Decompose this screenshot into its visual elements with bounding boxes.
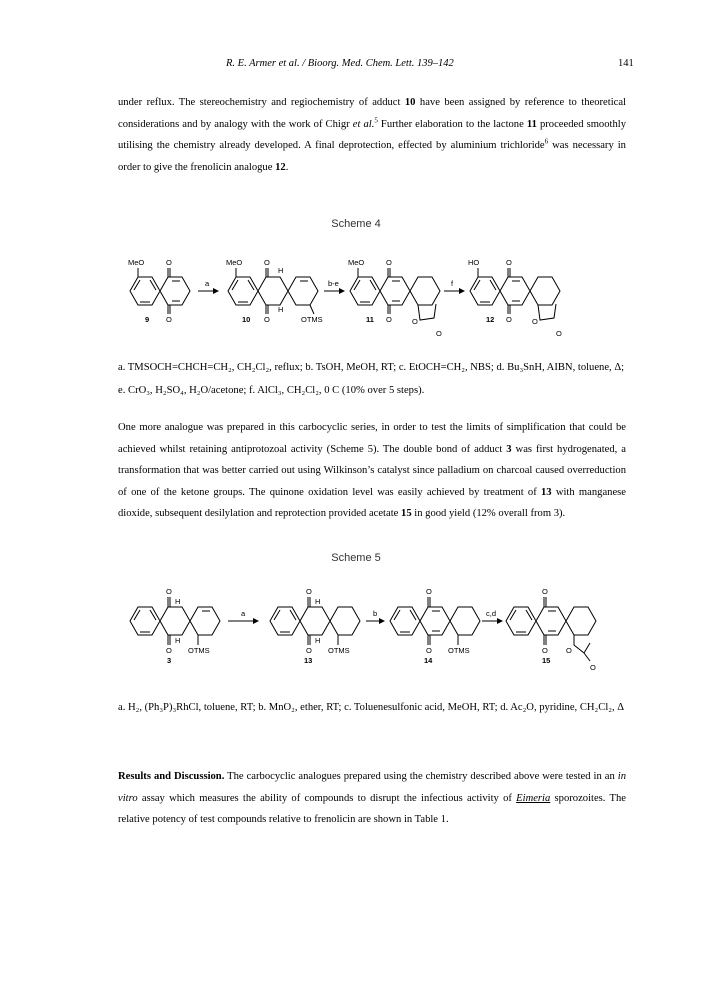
- label-11: 11: [366, 315, 374, 324]
- label-10: 10: [242, 315, 251, 324]
- label-o-14-bottom: O: [426, 646, 432, 655]
- label-o-13-top: O: [306, 587, 312, 596]
- arrow-label-a: a: [205, 279, 210, 288]
- label-h-10-bottom: H: [278, 305, 284, 314]
- label-9: 9: [145, 315, 150, 324]
- label-o-9-top: O: [166, 258, 172, 267]
- label-o-9-bottom: O: [166, 315, 172, 324]
- structure-12: [470, 268, 560, 320]
- label-14: 14: [424, 656, 433, 665]
- label-otms-10: OTMS: [301, 315, 323, 324]
- paragraph-intro: under reflux. The stereochemistry and regiochemistry of adduct 10 have been assigned by reference to theoretical considerations and by analogy with the work of Chigr et al.$^5$ Further elaboration to the lactone 11 proceeded smoothly utilising the chemistry already developed. A final deprotection, effected by aluminium trichloride$^6$ was necessary in order to give the frenolicin analogue 12.: [118, 97, 627, 173]
- label-o-12-carbonyl: O: [556, 329, 562, 338]
- label-ho-12: HO: [468, 258, 480, 267]
- label-12: 12: [486, 315, 495, 324]
- label-13: 13: [304, 656, 313, 665]
- scheme-4-caption: a. TMSOCH=CHCH=CH₂, CH₂Cl₂, reflux; b. TsOH, MeOH, RT; c. EtOCH=CH₂, NBS; d. Bu₃SnH, AIBN, toluene, Δ; e. CrO₃, H₂SO₄, H₂O/acetone; f. AlCl₃, CH₂Cl₂, 0 C (10% over 5 steps).: [118, 362, 625, 396]
- scheme-5-diagram: [118, 575, 626, 675]
- label-o-10-top: O: [264, 258, 270, 267]
- label-o-11-carbonyl: O: [436, 329, 442, 338]
- label-h-3-bottom: H: [175, 636, 181, 645]
- label-meo-9: MeO: [128, 258, 145, 267]
- scheme-4-title: Scheme 4: [331, 218, 381, 230]
- structure-9: [130, 268, 190, 314]
- results-heading: Results and Discussion.: [118, 771, 225, 782]
- arrow-label-a-5: a: [241, 609, 246, 618]
- label-3: 3: [167, 656, 172, 665]
- label-o-15-carbonyl: O: [590, 663, 596, 672]
- paragraph-scheme5: One more analogue was prepared in this carbocyclic series, in order to test the limits of simplification that could be achieved whilst retaining antiprotozoal activity (Scheme 5). The double bond of adduct 3 was first hydrogenated, a transformation that was better carried out using Wilkinson’s catalyst since palladium on charcoal caused overreduction of one of the ketone groups. The quinone oxidation level was easily achieved by treatment of 13 with manganese dioxide, subsequent desilylation and reprotection provided acetate 15 in good yield (12% overall from 3).: [118, 422, 626, 519]
- label-o-11-ring: O: [412, 317, 418, 326]
- label-h-10-top: H: [278, 266, 284, 275]
- label-o-15-top: O: [542, 587, 548, 596]
- label-otms-13: OTMS: [328, 646, 350, 655]
- structure-11: [350, 268, 440, 320]
- label-o-15-bottom: O: [542, 646, 548, 655]
- arrow-label-f: f: [451, 279, 454, 288]
- label-15: 15: [542, 656, 551, 665]
- label-otms-3: OTMS: [188, 646, 210, 655]
- label-o-12-ring: O: [532, 317, 538, 326]
- label-o-3-bottom: O: [166, 646, 172, 655]
- label-o-3-top: O: [166, 587, 172, 596]
- label-meo-11: MeO: [348, 258, 365, 267]
- label-o-12-top: O: [506, 258, 512, 267]
- label-o-14-top: O: [426, 587, 432, 596]
- label-o-11-bottom: O: [386, 315, 392, 324]
- page-number: 141: [618, 58, 634, 69]
- label-o-15-ester: O: [566, 646, 572, 655]
- running-title: R. E. Armer et al. / Bioorg. Med. Chem. Lett. 139–142: [226, 58, 454, 69]
- running-header: [0, 58, 712, 74]
- label-h-3-top: H: [175, 597, 181, 606]
- label-h-13-bottom: H: [315, 636, 321, 645]
- paragraph-results: Results and Discussion. The carbocyclic analogues prepared using the chemistry described above were tested in an in vitro assay which measures the ability of compounds to disrupt the infectious activity of Eimeria sporozoites. The relative potency of test compounds relative to frenolicin are shown in Table 1.: [118, 771, 626, 825]
- structure-15: [506, 597, 596, 661]
- label-o-10-bottom: O: [264, 315, 270, 324]
- label-meo-10: MeO: [226, 258, 243, 267]
- scheme-5-caption: a. H₂, (Ph₃P)₃RhCl, toluene, RT; b. MnO₂, ether, RT; c. Toluenesulfonic acid, MeOH, RT; d. Ac₂O, pyridine, CH₂Cl₂, Δ: [118, 702, 625, 713]
- label-otms-14: OTMS: [448, 646, 470, 655]
- structure-10: [228, 268, 318, 314]
- scheme-4-diagram: [118, 240, 626, 340]
- arrow-label-b-5: b: [373, 609, 378, 618]
- label-h-13-top: H: [315, 597, 321, 606]
- label-o-12-bottom: O: [506, 315, 512, 324]
- arrow-label-cd-5: c,d: [486, 609, 497, 618]
- label-o-13-bottom: O: [306, 646, 312, 655]
- label-o-11-top: O: [386, 258, 392, 267]
- arrow-label-be: b-e: [328, 279, 339, 288]
- structure-14: [390, 597, 480, 645]
- scheme-5-title: Scheme 5: [331, 552, 381, 564]
